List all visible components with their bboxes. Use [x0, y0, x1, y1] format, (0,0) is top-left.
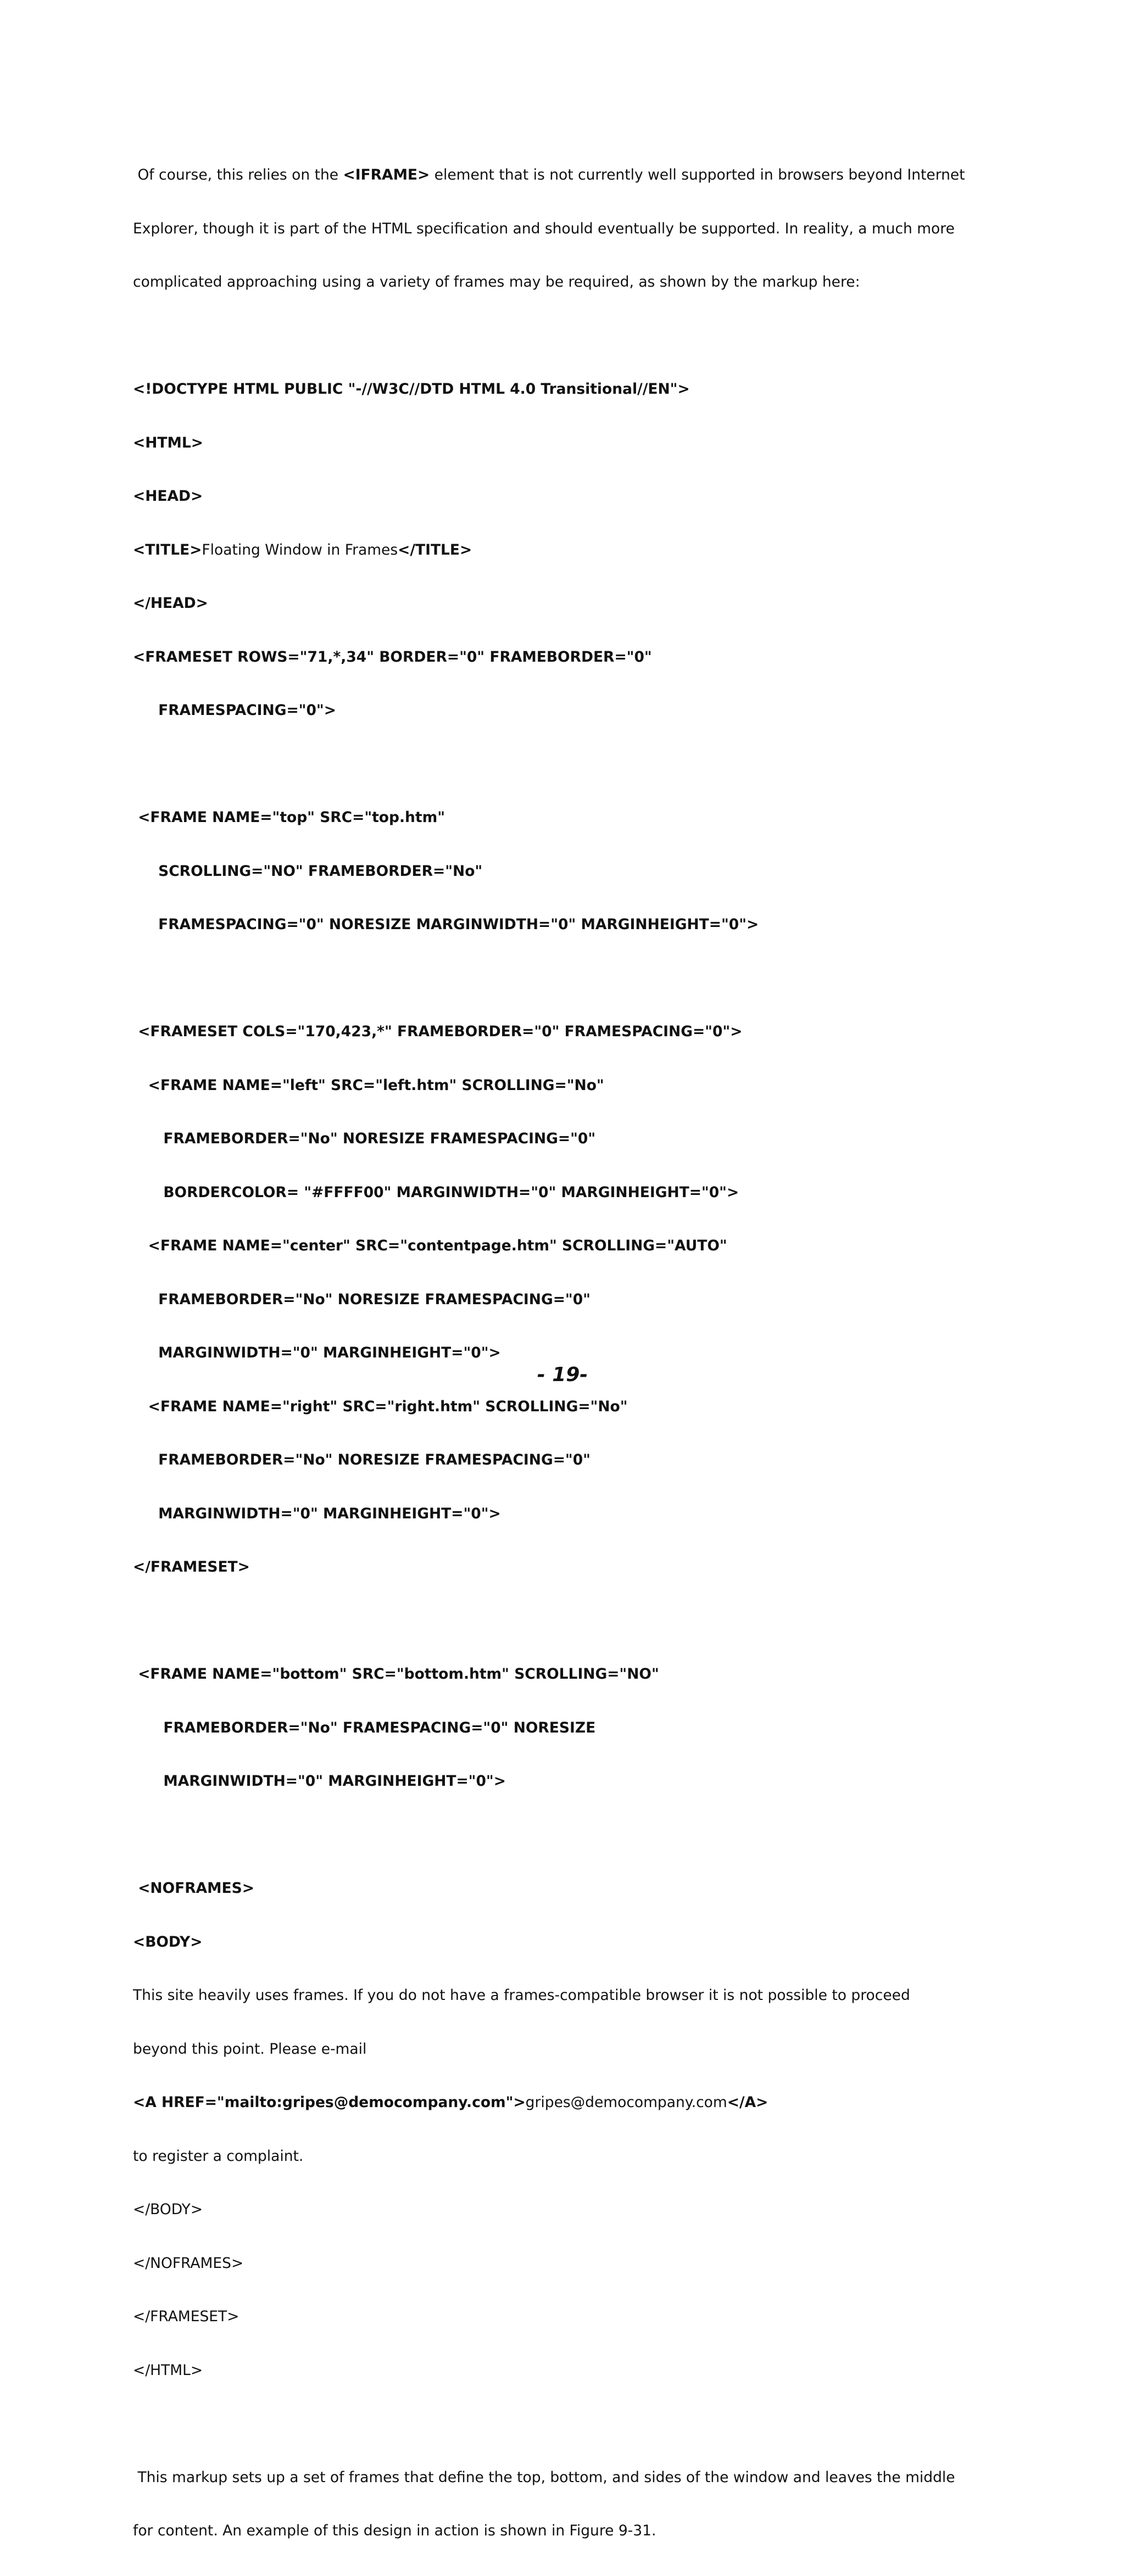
code-line: FRAMESPACING="0" NORESIZE MARGINWIDTH="0" MARGINHEIGHT="0"> — [133, 916, 759, 933]
code-line: </NOFRAMES> — [133, 2254, 244, 2272]
code-line: <FRAME NAME="top" SRC="top.htm" — [133, 809, 445, 826]
intro-line-2: Explorer, though it is part of the HTML specification and should eventually be supported. In reality, a much more — [133, 220, 955, 237]
outro-paragraph — [133, 2433, 995, 2576]
code-line: <FRAME NAME="center" SRC="contentpage.htm" SCROLLING="AUTO" — [133, 1237, 727, 1254]
code-line: </BODY> — [133, 2201, 203, 2218]
code-line: to register a complaint. — [133, 2147, 304, 2165]
code-line: MARGINWIDTH="0" MARGINHEIGHT="0"> — [133, 1773, 506, 1790]
anchor-open-tag: <A HREF="mailto:gripes@democompany.com"> — [133, 2094, 526, 2111]
code-line: <!DOCTYPE HTML PUBLIC "-//W3C//DTD HTML 4.0 Transitional//EN"> — [133, 381, 690, 398]
code-line-anchor — [133, 2094, 995, 2112]
spacer — [133, 756, 995, 774]
code-line: MARGINWIDTH="0" MARGINHEIGHT="0"> — [133, 1505, 501, 1522]
intro-line-1 — [133, 166, 995, 185]
page-number: - 19- — [537, 1364, 588, 1386]
code-line: </HTML> — [133, 2361, 203, 2379]
title-close-tag: </TITLE> — [398, 541, 472, 558]
code-line: SCROLLING="NO" FRAMEBORDER="No" — [133, 862, 483, 880]
code-line: </FRAMESET> — [133, 2308, 240, 2325]
code-line: <FRAMESET ROWS="71,*,34" BORDER="0" FRAMEBORDER="0" — [133, 648, 652, 666]
code-line: FRAMEBORDER="No" NORESIZE FRAMESPACING="0" — [133, 1290, 591, 1308]
code-line: FRAMEBORDER="No" FRAMESPACING="0" NORESIZE — [133, 1719, 596, 1736]
code-line: FRAMEBORDER="No" NORESIZE FRAMESPACING="0" — [133, 1130, 596, 1147]
spacer — [133, 327, 995, 345]
spacer — [133, 1826, 995, 1845]
intro-paragraph — [133, 131, 995, 327]
iframe-tag: <IFRAME> — [343, 166, 430, 183]
spacer — [133, 2415, 995, 2433]
title-text: Floating Window in Frames — [202, 541, 398, 558]
outro-line-1: This markup sets up a set of frames that define the top, bottom, and sides of the window and leaves the middle — [133, 2468, 955, 2486]
title-open-tag: <TITLE> — [133, 541, 202, 558]
code-line: FRAMESPACING="0"> — [133, 702, 336, 719]
page-content — [133, 131, 995, 2576]
code-line: <HTML> — [133, 434, 203, 451]
anchor-close-tag: </A> — [727, 2094, 768, 2111]
code-line: <FRAME NAME="right" SRC="right.htm" SCROLLING="No" — [133, 1398, 628, 1415]
code-line: <FRAMESET COLS="170,423,*" FRAMEBORDER="0" FRAMESPACING="0"> — [133, 1023, 743, 1040]
spacer — [133, 970, 995, 988]
outro-line-2: for content. An example of this design in action is shown in Figure 9-31. — [133, 2522, 656, 2539]
code-line: beyond this point. Please e-mail — [133, 2040, 367, 2058]
code-line: This site heavily uses frames. If you do not have a frames-compatible browser it is not possible to proceed — [133, 1987, 910, 2004]
spacer — [133, 1612, 995, 1630]
code-line: </FRAMESET> — [133, 1558, 250, 1575]
code-line: MARGINWIDTH="0" MARGINHEIGHT="0"> — [133, 1344, 501, 1361]
code-line: FRAMEBORDER="No" NORESIZE FRAMESPACING="0" — [133, 1451, 591, 1468]
code-line: BORDERCOLOR= "#FFFF00" MARGINWIDTH="0" MARGINHEIGHT="0"> — [133, 1183, 739, 1201]
intro-text: element that is not currently well supported in browsers beyond Internet — [430, 166, 965, 183]
code-line: <BODY> — [133, 1933, 203, 1951]
code-line: <HEAD> — [133, 488, 203, 505]
code-line-title — [133, 541, 995, 560]
intro-line-3: complicated approaching using a variety of frames may be required, as shown by the markup here: — [133, 273, 860, 290]
code-line: <FRAME NAME="left" SRC="left.htm" SCROLLING="No" — [133, 1076, 604, 1094]
code-line: </HEAD> — [133, 595, 208, 612]
intro-text: Of course, this relies on the — [133, 166, 343, 183]
code-line: <FRAME NAME="bottom" SRC="bottom.htm" SCROLLING="NO" — [133, 1666, 659, 1683]
email-link-text: gripes@democompany.com — [525, 2094, 727, 2111]
code-line: <NOFRAMES> — [133, 1880, 254, 1897]
